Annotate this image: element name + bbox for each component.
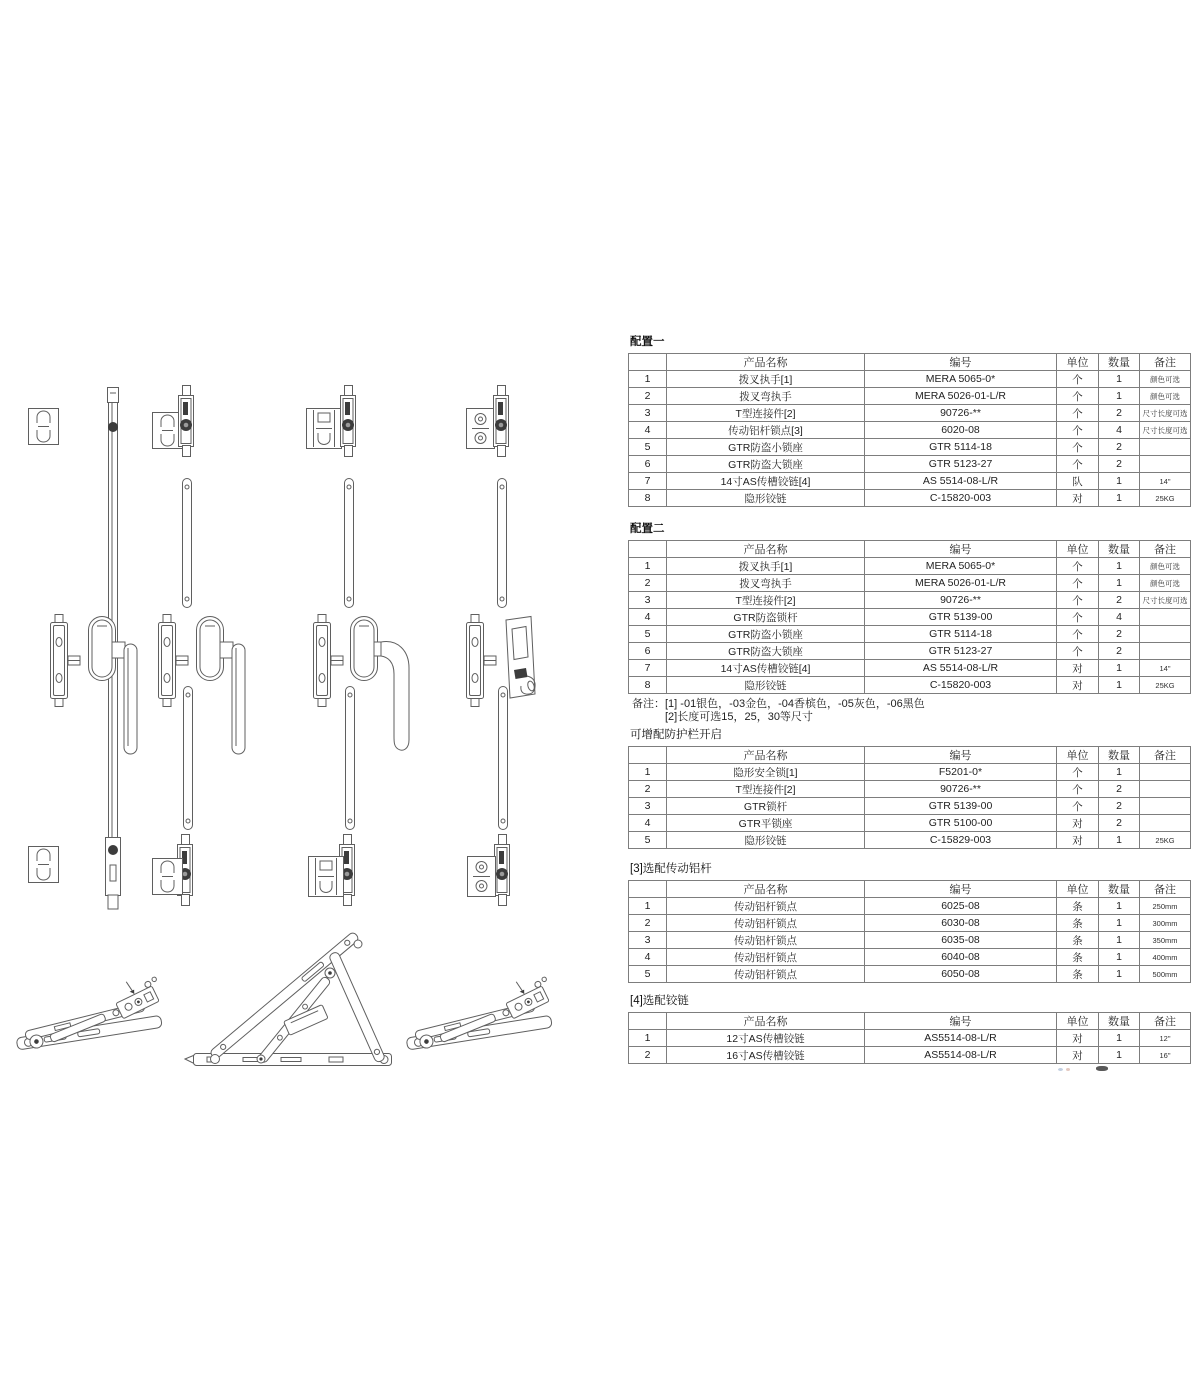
table-cell: 1 bbox=[1099, 677, 1140, 694]
table-cell: 2 bbox=[1099, 626, 1140, 643]
lock-keeper-icon bbox=[309, 857, 344, 897]
remark-cell bbox=[1140, 439, 1191, 456]
table-cell: 1 bbox=[1099, 473, 1140, 490]
table-row bbox=[629, 388, 1191, 405]
drive-rod-icon bbox=[183, 479, 192, 608]
table-row bbox=[629, 1030, 1191, 1047]
table-row bbox=[629, 898, 1191, 915]
friction-stay-open-icon bbox=[185, 931, 392, 1065]
header-cell: 数量 bbox=[1099, 747, 1140, 764]
table-row bbox=[629, 490, 1191, 507]
table-cell: 1 bbox=[1099, 1047, 1140, 1064]
table-cell: 5 bbox=[629, 966, 667, 983]
table-cell: 90726-** bbox=[865, 781, 1057, 798]
table-cell: 1 bbox=[629, 898, 667, 915]
guard-rail-table bbox=[628, 746, 1191, 849]
table-cell: 2 bbox=[1099, 798, 1140, 815]
table-cell: 对 bbox=[1057, 490, 1099, 507]
table-row bbox=[629, 932, 1191, 949]
table-cell: 个 bbox=[1057, 388, 1099, 405]
table-cell: 1 bbox=[629, 1030, 667, 1047]
table-cell: 2 bbox=[1099, 781, 1140, 798]
table-cell: 12寸AS传槽铰链 bbox=[667, 1030, 865, 1047]
remark-cell bbox=[1140, 781, 1191, 798]
table-cell: 传动铝杆锁点 bbox=[667, 966, 865, 983]
table-cell: 4 bbox=[629, 815, 667, 832]
table-cell: 2 bbox=[1099, 439, 1140, 456]
remark-cell: 颜色可选 bbox=[1140, 371, 1191, 388]
table-cell: 拨叉弯执手 bbox=[667, 388, 865, 405]
remark-cell bbox=[1140, 764, 1191, 781]
table-cell: 对 bbox=[1057, 677, 1099, 694]
header-cell: 编号 bbox=[865, 747, 1057, 764]
table-cell: 90726-** bbox=[865, 405, 1057, 422]
header-cell: 备注 bbox=[1140, 541, 1191, 558]
table-cell: 3 bbox=[629, 798, 667, 815]
remark-cell: 400mm bbox=[1140, 949, 1191, 966]
table-row bbox=[629, 371, 1191, 388]
section-title-guard-rail: 可增配防护栏开启 bbox=[630, 729, 722, 741]
table-cell: 2 bbox=[1099, 456, 1140, 473]
table-cell: 4 bbox=[629, 609, 667, 626]
table-header-row bbox=[629, 541, 1191, 558]
remark-cell bbox=[1140, 626, 1191, 643]
optional-hinges-table bbox=[628, 1012, 1191, 1064]
table-cell: 8 bbox=[629, 490, 667, 507]
header-cell: 备注 bbox=[1140, 881, 1191, 898]
table-cell: 3 bbox=[629, 405, 667, 422]
header-cell: 编号 bbox=[865, 881, 1057, 898]
table-cell: 1 bbox=[1099, 1030, 1140, 1047]
table-cell: 1 bbox=[1099, 764, 1140, 781]
table-cell: 个 bbox=[1057, 405, 1099, 422]
table-cell: 隐形铰链 bbox=[667, 832, 865, 849]
table-cell: 条 bbox=[1057, 949, 1099, 966]
table-cell: 个 bbox=[1057, 371, 1099, 388]
table-cell: GTR 5139-00 bbox=[865, 609, 1057, 626]
friction-stay-folded-icon bbox=[400, 977, 554, 1051]
table-row bbox=[629, 781, 1191, 798]
table-row bbox=[629, 575, 1191, 592]
table-cell: 2 bbox=[629, 915, 667, 932]
remark-cell: 25KG bbox=[1140, 677, 1191, 694]
header-cell: 产品名称 bbox=[667, 354, 865, 371]
table-cell: AS 5514-08-L/R bbox=[865, 660, 1057, 677]
header-cell bbox=[629, 541, 667, 558]
remark-cell: 250mm bbox=[1140, 898, 1191, 915]
footnote-1: [1] -01银色，-03金色，-04香槟色，-05灰色，-06黑色 bbox=[665, 698, 925, 710]
remark-cell: 颜色可选 bbox=[1140, 575, 1191, 592]
table-cell: 传动铝杆锁点 bbox=[667, 949, 865, 966]
table-cell: 6 bbox=[629, 456, 667, 473]
table-cell: 1 bbox=[1099, 558, 1140, 575]
header-cell: 编号 bbox=[865, 541, 1057, 558]
table-cell: 对 bbox=[1057, 1047, 1099, 1064]
header-cell: 产品名称 bbox=[667, 881, 865, 898]
table-cell: 对 bbox=[1057, 815, 1099, 832]
remark-cell bbox=[1140, 643, 1191, 660]
flush-lock-icon bbox=[506, 617, 535, 699]
table-cell: 拨叉弯执手 bbox=[667, 575, 865, 592]
lock-keeper-icon bbox=[153, 859, 183, 895]
table-cell: 拨叉执手[1] bbox=[667, 558, 865, 575]
remark-cell bbox=[1140, 815, 1191, 832]
table-cell: 个 bbox=[1057, 609, 1099, 626]
header-cell: 数量 bbox=[1099, 881, 1140, 898]
lock-keeper-icon bbox=[467, 409, 495, 449]
remark-cell: 16" bbox=[1140, 1047, 1191, 1064]
table-header-row bbox=[629, 1013, 1191, 1030]
header-cell: 产品名称 bbox=[667, 541, 865, 558]
print-artifact bbox=[1058, 1066, 1118, 1074]
table-cell: AS5514-08-L/R bbox=[865, 1030, 1057, 1047]
table-cell: 6025-08 bbox=[865, 898, 1057, 915]
gearbox-icon bbox=[314, 615, 344, 707]
table-cell: 隐形铰链 bbox=[667, 490, 865, 507]
header-cell bbox=[629, 747, 667, 764]
header-cell bbox=[629, 354, 667, 371]
section-title-config1: 配置一 bbox=[630, 336, 665, 348]
header-cell: 备注 bbox=[1140, 1013, 1191, 1030]
table-row bbox=[629, 405, 1191, 422]
remark-cell bbox=[1140, 798, 1191, 815]
header-cell bbox=[629, 1013, 667, 1030]
table-cell: 对 bbox=[1057, 832, 1099, 849]
table-cell: 拨叉执手[1] bbox=[667, 371, 865, 388]
header-cell: 数量 bbox=[1099, 1013, 1140, 1030]
table-cell: 6050-08 bbox=[865, 966, 1057, 983]
table-cell: 1 bbox=[1099, 966, 1140, 983]
gearbox-icon bbox=[51, 615, 81, 707]
lock-keeper-icon bbox=[468, 857, 496, 897]
lock-keeper-icon bbox=[307, 409, 342, 449]
remark-cell: 颜色可选 bbox=[1140, 388, 1191, 405]
remark-cell: 尺寸长度可选 bbox=[1140, 422, 1191, 439]
table-cell: 1 bbox=[1099, 490, 1140, 507]
lock-point-icon bbox=[179, 386, 194, 457]
table-cell: 条 bbox=[1057, 898, 1099, 915]
footnote-label: 备注： bbox=[632, 698, 665, 710]
section-title-optional-hinges: [4]选配铰链 bbox=[630, 995, 689, 1007]
table-cell: 1 bbox=[629, 371, 667, 388]
table-row bbox=[629, 592, 1191, 609]
drive-rod-icon bbox=[346, 687, 355, 830]
header-cell bbox=[629, 881, 667, 898]
table-cell: 传动铝杆锁点 bbox=[667, 932, 865, 949]
table-cell: MERA 5026-01-L/R bbox=[865, 575, 1057, 592]
table-cell: 对 bbox=[1057, 1030, 1099, 1047]
table-cell: 1 bbox=[1099, 575, 1140, 592]
table-cell: 1 bbox=[1099, 898, 1140, 915]
table-cell: C-15829-003 bbox=[865, 832, 1057, 849]
table-cell: 14寸AS传槽铰链[4] bbox=[667, 660, 865, 677]
lock-point-icon bbox=[341, 386, 356, 457]
footnotes bbox=[632, 698, 1190, 724]
header-cell: 数量 bbox=[1099, 541, 1140, 558]
footnote-2: [2]长度可选15，25，30等尺寸 bbox=[665, 711, 813, 723]
header-cell: 备注 bbox=[1140, 747, 1191, 764]
table-cell: GTR 5139-00 bbox=[865, 798, 1057, 815]
header-cell: 备注 bbox=[1140, 354, 1191, 371]
table-cell: 个 bbox=[1057, 558, 1099, 575]
header-cell: 单位 bbox=[1057, 747, 1099, 764]
lock-keeper-icon bbox=[29, 847, 59, 883]
table-cell: GTR 5114-18 bbox=[865, 439, 1057, 456]
header-cell: 数量 bbox=[1099, 354, 1140, 371]
window-handle-icon bbox=[197, 617, 246, 755]
table-row bbox=[629, 1047, 1191, 1064]
table-cell: 2 bbox=[629, 1047, 667, 1064]
gearbox-icon bbox=[467, 615, 497, 707]
table-cell: 个 bbox=[1057, 592, 1099, 609]
table-cell: 隐形安全锁[1] bbox=[667, 764, 865, 781]
table-cell: 5 bbox=[629, 626, 667, 643]
table-cell: GTR防盗大锁座 bbox=[667, 643, 865, 660]
table-cell: 7 bbox=[629, 660, 667, 677]
section-title-config2: 配置二 bbox=[630, 523, 665, 535]
table-row bbox=[629, 677, 1191, 694]
table-row bbox=[629, 643, 1191, 660]
table-cell: GTR防盗小锁座 bbox=[667, 439, 865, 456]
table-cell: 4 bbox=[629, 949, 667, 966]
table-row bbox=[629, 966, 1191, 983]
remark-cell bbox=[1140, 456, 1191, 473]
table-cell: 1 bbox=[1099, 932, 1140, 949]
remark-cell: 25KG bbox=[1140, 832, 1191, 849]
table-cell: MERA 5065-0* bbox=[865, 371, 1057, 388]
table-cell: 6020-08 bbox=[865, 422, 1057, 439]
table-cell: 个 bbox=[1057, 764, 1099, 781]
table-cell: C-15820-003 bbox=[865, 677, 1057, 694]
table-cell: 2 bbox=[629, 781, 667, 798]
header-cell: 产品名称 bbox=[667, 1013, 865, 1030]
table-cell: C-15820-003 bbox=[865, 490, 1057, 507]
table-cell: 16寸AS传槽铰链 bbox=[667, 1047, 865, 1064]
table-cell: 6040-08 bbox=[865, 949, 1057, 966]
header-cell: 单位 bbox=[1057, 541, 1099, 558]
table-cell: 个 bbox=[1057, 575, 1099, 592]
table-cell: 隐形铰链 bbox=[667, 677, 865, 694]
table-cell: MERA 5026-01-L/R bbox=[865, 388, 1057, 405]
table-cell: GTR 5123-27 bbox=[865, 456, 1057, 473]
drive-rod-icon bbox=[499, 687, 508, 830]
table-cell: 个 bbox=[1057, 643, 1099, 660]
table-cell: GTR防盗锁杆 bbox=[667, 609, 865, 626]
remark-cell: 14" bbox=[1140, 660, 1191, 677]
lock-point-icon bbox=[494, 386, 509, 457]
header-cell: 编号 bbox=[865, 354, 1057, 371]
table-row bbox=[629, 456, 1191, 473]
config2-table bbox=[628, 540, 1191, 694]
header-cell: 单位 bbox=[1057, 354, 1099, 371]
header-cell: 编号 bbox=[865, 1013, 1057, 1030]
section-title-optional-rods: [3]选配传动铝杆 bbox=[630, 863, 712, 875]
curved-handle-icon bbox=[351, 617, 410, 751]
table-cell: GTR锁杆 bbox=[667, 798, 865, 815]
table-cell: 传动铝杆锁点 bbox=[667, 915, 865, 932]
table-cell: T型连接件[2] bbox=[667, 592, 865, 609]
table-cell: GTR 5114-18 bbox=[865, 626, 1057, 643]
table-cell: AS5514-08-L/R bbox=[865, 1047, 1057, 1064]
table-row bbox=[629, 949, 1191, 966]
table-row bbox=[629, 439, 1191, 456]
table-cell: 6 bbox=[629, 643, 667, 660]
table-row bbox=[629, 764, 1191, 781]
table-cell: 90726-** bbox=[865, 592, 1057, 609]
table-cell: 2 bbox=[1099, 592, 1140, 609]
table-cell: 传动铝杆锁点[3] bbox=[667, 422, 865, 439]
table-cell: 个 bbox=[1057, 798, 1099, 815]
remark-cell: 尺寸长度可选 bbox=[1140, 405, 1191, 422]
spec-tables-panel bbox=[628, 336, 1190, 1064]
table-cell: T型连接件[2] bbox=[667, 781, 865, 798]
table-cell: 1 bbox=[1099, 832, 1140, 849]
optional-rods-table bbox=[628, 880, 1191, 983]
drive-rod-icon bbox=[345, 479, 354, 608]
table-cell: 14寸AS传槽铰链[4] bbox=[667, 473, 865, 490]
lock-point-icon bbox=[495, 835, 510, 906]
table-cell: 个 bbox=[1057, 439, 1099, 456]
table-cell: GTR防盗小锁座 bbox=[667, 626, 865, 643]
lock-keeper-icon bbox=[29, 409, 59, 445]
table-cell: 2 bbox=[629, 388, 667, 405]
table-cell: 1 bbox=[1099, 660, 1140, 677]
table-cell: 3 bbox=[629, 592, 667, 609]
header-cell: 产品名称 bbox=[667, 747, 865, 764]
table-row bbox=[629, 609, 1191, 626]
table-cell: 4 bbox=[1099, 422, 1140, 439]
remark-cell: 颜色可选 bbox=[1140, 558, 1191, 575]
table-cell: 1 bbox=[629, 764, 667, 781]
remark-cell: 25KG bbox=[1140, 490, 1191, 507]
table-row bbox=[629, 660, 1191, 677]
table-row bbox=[629, 626, 1191, 643]
remark-cell: 300mm bbox=[1140, 915, 1191, 932]
table-cell: F5201-0* bbox=[865, 764, 1057, 781]
config1-table bbox=[628, 353, 1191, 507]
table-cell: 5 bbox=[629, 832, 667, 849]
table-cell: 个 bbox=[1057, 422, 1099, 439]
table-cell: 2 bbox=[1099, 405, 1140, 422]
table-cell: 7 bbox=[629, 473, 667, 490]
table-row bbox=[629, 473, 1191, 490]
table-row bbox=[629, 558, 1191, 575]
table-row bbox=[629, 815, 1191, 832]
friction-stay-folded-icon bbox=[10, 977, 164, 1051]
table-cell: 个 bbox=[1057, 626, 1099, 643]
table-cell: 6030-08 bbox=[865, 915, 1057, 932]
table-cell: 条 bbox=[1057, 932, 1099, 949]
table-cell: 3 bbox=[629, 932, 667, 949]
remark-cell: 14" bbox=[1140, 473, 1191, 490]
table-cell: AS 5514-08-L/R bbox=[865, 473, 1057, 490]
table-cell: 个 bbox=[1057, 456, 1099, 473]
remark-cell bbox=[1140, 609, 1191, 626]
table-cell: 2 bbox=[1099, 815, 1140, 832]
table-cell: 1 bbox=[1099, 388, 1140, 405]
table-cell: 条 bbox=[1057, 915, 1099, 932]
table-cell: 1 bbox=[629, 558, 667, 575]
table-cell: GTR 5100-00 bbox=[865, 815, 1057, 832]
remark-cell: 12" bbox=[1140, 1030, 1191, 1047]
table-cell: GTR 5123-27 bbox=[865, 643, 1057, 660]
table-cell: 队 bbox=[1057, 473, 1099, 490]
table-cell: MERA 5065-0* bbox=[865, 558, 1057, 575]
table-cell: 6035-08 bbox=[865, 932, 1057, 949]
table-header-row bbox=[629, 354, 1191, 371]
table-cell: 2 bbox=[1099, 643, 1140, 660]
table-cell: 1 bbox=[1099, 949, 1140, 966]
header-cell: 单位 bbox=[1057, 1013, 1099, 1030]
table-cell: 5 bbox=[629, 439, 667, 456]
table-row bbox=[629, 832, 1191, 849]
table-header-row bbox=[629, 747, 1191, 764]
table-cell: 个 bbox=[1057, 781, 1099, 798]
table-cell: T型连接件[2] bbox=[667, 405, 865, 422]
table-cell: 条 bbox=[1057, 966, 1099, 983]
table-cell: GTR平锁座 bbox=[667, 815, 865, 832]
table-cell: 传动铝杆锁点 bbox=[667, 898, 865, 915]
table-header-row bbox=[629, 881, 1191, 898]
table-cell: 2 bbox=[629, 575, 667, 592]
header-cell: 单位 bbox=[1057, 881, 1099, 898]
table-cell: 1 bbox=[1099, 371, 1140, 388]
table-row bbox=[629, 422, 1191, 439]
remark-cell: 尺寸长度可选 bbox=[1140, 592, 1191, 609]
table-cell: GTR防盗大锁座 bbox=[667, 456, 865, 473]
table-row bbox=[629, 798, 1191, 815]
table-cell: 对 bbox=[1057, 660, 1099, 677]
drive-rod-icon bbox=[498, 479, 507, 608]
remark-cell: 350mm bbox=[1140, 932, 1191, 949]
drive-rod-icon bbox=[184, 687, 193, 830]
table-cell: 1 bbox=[1099, 915, 1140, 932]
remark-cell: 500mm bbox=[1140, 966, 1191, 983]
table-cell: 4 bbox=[629, 422, 667, 439]
table-row bbox=[629, 915, 1191, 932]
table-cell: 4 bbox=[1099, 609, 1140, 626]
table-cell: 8 bbox=[629, 677, 667, 694]
